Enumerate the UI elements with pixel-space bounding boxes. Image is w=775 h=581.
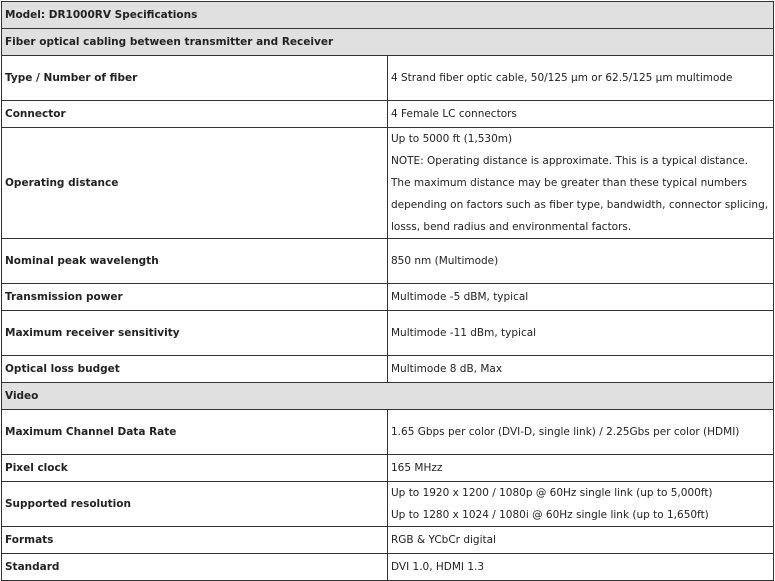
spec-row-nominal-peak-wavelength — [2, 239, 774, 284]
spec-value — [388, 410, 774, 455]
spec-row-connector — [2, 101, 774, 128]
spec-label: Optical loss budget — [2, 356, 388, 383]
section-header-row — [2, 383, 774, 410]
spec-value — [388, 356, 774, 383]
title-row — [2, 2, 774, 29]
spec-value-line: RGB & YCbCr digital — [391, 534, 496, 546]
spec-row-type-number-of-fiber — [2, 56, 774, 101]
spec-row-operating-distance — [2, 128, 774, 239]
spec-label: Pixel clock — [2, 455, 388, 482]
spec-value-line: Multimode -11 dBm, typical — [391, 327, 537, 339]
spec-value — [388, 455, 774, 482]
spec-value — [388, 527, 774, 554]
spec-label: Connector — [2, 101, 388, 128]
spec-value-line: 1.65 Gbps per color (DVI-D, single link) / 2.25Gbs per color (HDMI) — [391, 426, 740, 438]
spec-row-maximum-receiver-sensitivity — [2, 311, 774, 356]
spec-value — [388, 482, 774, 527]
spec-value — [388, 101, 774, 128]
section-heading-video: Video — [2, 383, 774, 410]
table-title: Model: DR1000RV Specifications — [2, 2, 774, 29]
spec-value-line: Up to 1280 x 1024 / 1080i @ 60Hz single link (up to 1,650ft) — [391, 509, 709, 521]
spec-value-line: 4 Strand fiber optic cable, 50/125 µm or 62.5/125 µm multimode — [391, 72, 733, 84]
spec-value-note: NOTE: Operating distance is approximate. This is a typical distance. The maximum distance may be greater than these typical numbers depending on factors such as fiber type, bandwidth, connector splicing, losss, bend radius and environmental factors. — [391, 155, 769, 233]
spec-value-line: DVI 1.0, HDMI 1.3 — [391, 561, 485, 573]
spec-row-supported-resolution — [2, 482, 774, 527]
spec-value-line: 4 Female LC connectors — [391, 108, 517, 120]
spec-row-pixel-clock — [2, 455, 774, 482]
spec-row-formats — [2, 527, 774, 554]
spec-row-optical-loss-budget — [2, 356, 774, 383]
spec-value-line: 850 nm (Multimode) — [391, 255, 499, 267]
spec-label: Formats — [2, 527, 388, 554]
spec-row-transmission-power — [2, 284, 774, 311]
spec-label: Maximum receiver sensitivity — [2, 311, 388, 356]
spec-label: Type / Number of fiber — [2, 56, 388, 101]
spec-table — [1, 1, 774, 581]
spec-label: Supported resolution — [2, 482, 388, 527]
spec-value-line: Up to 5000 ft (1,530m) — [391, 133, 513, 145]
spec-value — [388, 311, 774, 356]
spec-value — [388, 554, 774, 581]
spec-label: Transmission power — [2, 284, 388, 311]
spec-value-line: Multimode 8 dB, Max — [391, 363, 503, 375]
spec-value — [388, 239, 774, 284]
spec-value-line: Multimode -5 dBM, typical — [391, 291, 529, 303]
spec-label: Operating distance — [2, 128, 388, 239]
section-header-row — [2, 29, 774, 56]
spec-label: Nominal peak wavelength — [2, 239, 388, 284]
spec-value — [388, 56, 774, 101]
spec-value-line: 165 MHzz — [391, 462, 443, 474]
spec-value — [388, 128, 774, 239]
spec-row-maximum-channel-data-rate — [2, 410, 774, 455]
spec-label: Standard — [2, 554, 388, 581]
spec-label: Maximum Channel Data Rate — [2, 410, 388, 455]
section-heading-fiber: Fiber optical cabling between transmitter and Receiver — [2, 29, 774, 56]
spec-value-line: Up to 1920 x 1200 / 1080p @ 60Hz single link (up to 5,000ft) — [391, 487, 713, 499]
spec-value — [388, 284, 774, 311]
spec-row-standard — [2, 554, 774, 581]
